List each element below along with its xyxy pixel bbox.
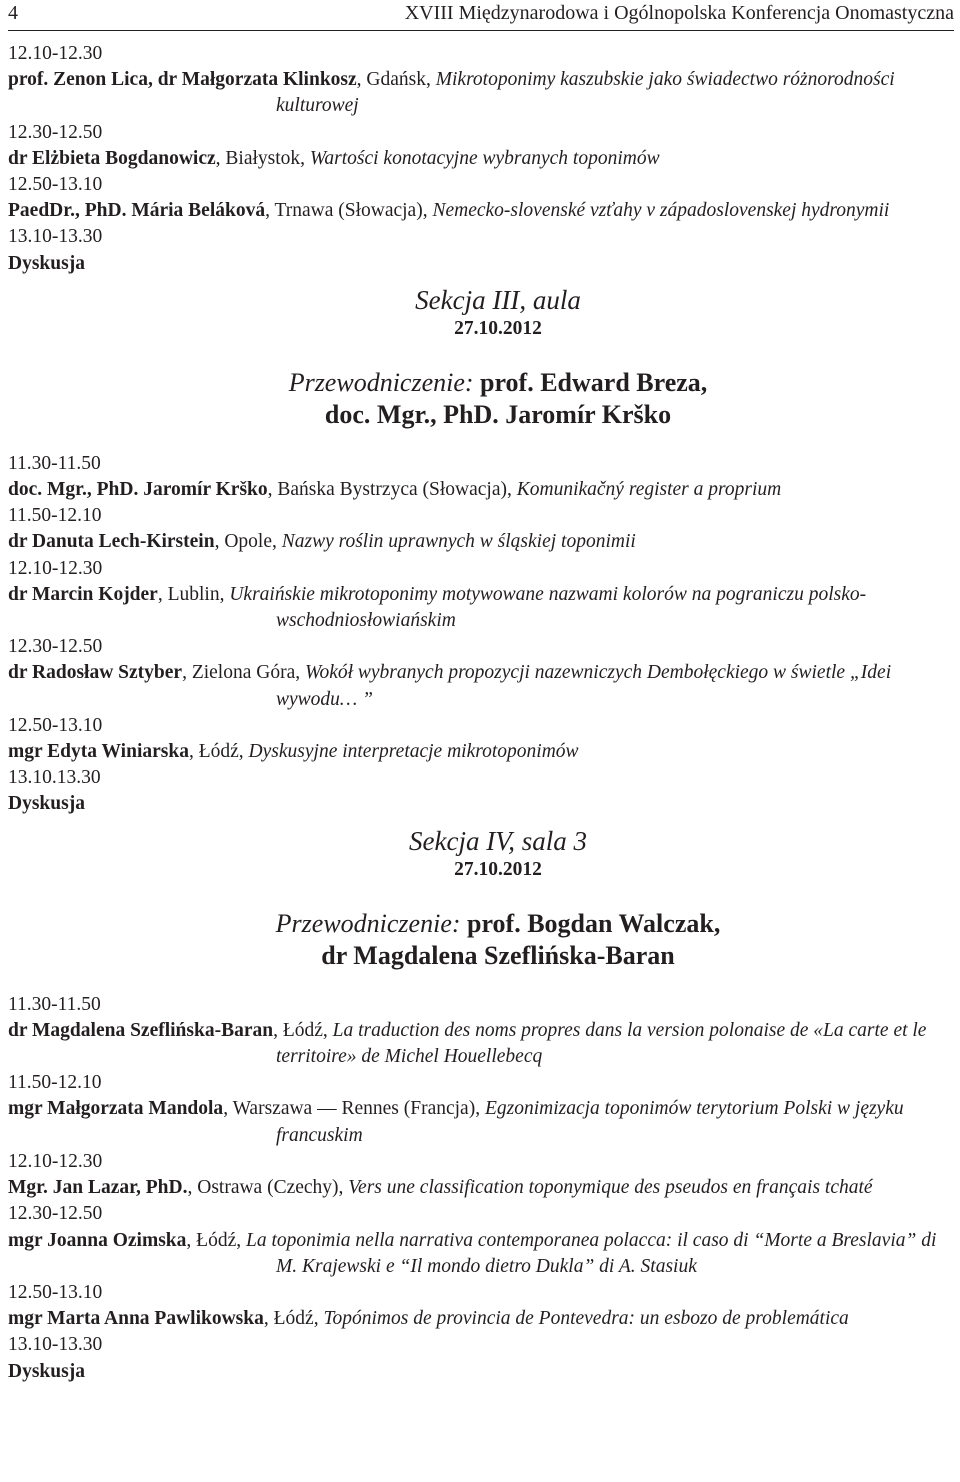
talk-title: Wokół wybranych propozycji nazewniczych Dembołęckiego w świetle „Idei wywodu… ” — [276, 662, 892, 710]
talk-title: Nemecko-slovenské vzťahy v západoslovenskej hydronymii — [432, 200, 890, 222]
talk-entry — [8, 1228, 958, 1280]
talk-entry — [8, 529, 958, 555]
speaker-place: , Zielona Góra, — [182, 662, 305, 684]
talk-title: La toponimia nella narrativa contemporanea polacca: il caso di “Morte a Breslavia” di M. Krajewski e “Il mondo dietro Dukla” di A. Stasiuk — [245, 1229, 937, 1277]
speaker-name: mgr Marta Anna Pawlikowska — [8, 1308, 264, 1330]
speaker-name: dr Radosław Sztyber — [8, 662, 183, 684]
chair-name: prof. Edward Breza, — [473, 367, 708, 397]
section-date: 27.10.2012 — [454, 858, 542, 880]
speaker-place: , Ostrawa (Czechy), — [187, 1177, 349, 1199]
talk-title: Ukraińskie mikrotoponimy motywowane nazwami kolorów na pograniczu polsko-wschodniosłowiańskim — [229, 583, 867, 632]
speaker-name: dr Magdalena Szeflińska-Baran — [8, 1019, 274, 1041]
talk-entry — [8, 1175, 958, 1201]
chair-label: Przewodniczenie: — [275, 908, 461, 938]
session-time: 12.30-12.50 — [8, 1203, 103, 1225]
talk-entry — [8, 198, 958, 224]
speaker-place: , Łódź, — [188, 741, 249, 763]
talk-title: Mikrotoponimy kaszubskie jako świadectwo różnorodności kulturowej — [276, 69, 895, 117]
talk-title: Komunikačný register a proprium — [516, 479, 782, 501]
speaker-name: dr Danuta Lech-Kirstein — [8, 531, 215, 553]
speaker-name: Mgr. Jan Lazar, PhD. — [8, 1177, 188, 1199]
session-time: 13.10-13.30 — [8, 1334, 103, 1356]
session-time: 13.10.13.30 — [8, 767, 101, 789]
talk-title: Vers une classification toponymique des pseudos en français tchaté — [348, 1177, 873, 1199]
session-time: 11.30-11.50 — [8, 993, 101, 1015]
page-number: 4 — [8, 2, 18, 24]
talk-entry — [8, 582, 958, 634]
talk-title: Egzonimizacja toponimów terytorium Polski w języku francuskim — [276, 1098, 904, 1146]
discussion-label: Dyskusja — [8, 793, 85, 815]
speaker-place: , Łódź, — [273, 1019, 333, 1041]
chair-name: prof. Bogdan Walczak, — [460, 908, 721, 938]
speaker-name: mgr Edyta Winiarska — [8, 741, 189, 763]
talk-entry — [8, 660, 958, 712]
section-heading — [8, 283, 958, 431]
talk-entry — [8, 1306, 958, 1332]
speaker-name: dr Elżbieta Bogdanowicz — [8, 147, 216, 169]
conference-title: XVIII Międzynarodowa i Ogólnopolska Konferencja Onomastyczna — [404, 2, 954, 24]
talk-entry — [8, 1018, 958, 1070]
talk-entry — [8, 146, 958, 172]
talk-entry — [8, 477, 958, 503]
talk-entry — [8, 1096, 958, 1148]
talk-title: Nazwy roślin uprawnych w śląskiej toponimii — [281, 531, 636, 553]
speaker-place: , Warszawa — Rennes (Francja), — [223, 1098, 485, 1120]
session-time: 12.50-13.10 — [8, 714, 103, 736]
speaker-name: mgr Małgorzata Mandola — [8, 1098, 224, 1120]
speaker-name: prof. Zenon Lica, dr Małgorzata Klinkosz — [8, 69, 357, 91]
session-time: 11.50-12.10 — [8, 1072, 102, 1094]
speaker-place: , Trnawa (Słowacja), — [265, 200, 433, 222]
section-date: 27.10.2012 — [454, 317, 542, 339]
section-title: Sekcja III, aula — [415, 284, 581, 315]
session-time: 12.50-13.10 — [8, 174, 103, 196]
section-title: Sekcja IV, sala 3 — [409, 825, 587, 856]
session-time: 12.10-12.30 — [8, 557, 103, 579]
talk-entry — [8, 67, 958, 119]
talk-title: La traduction des noms propres dans la version polonaise de «La carte et le territoire» de Michel Houellebecq — [276, 1019, 927, 1068]
talk-title: Topónimos de provincia de Pontevedra: un esbozo de problemática — [323, 1308, 849, 1330]
chair-label: Przewodniczenie: — [288, 367, 474, 397]
session-time: 12.10-12.30 — [8, 43, 103, 64]
page-header — [8, 0, 954, 31]
section-chair — [8, 908, 958, 940]
speaker-name: PaedDr., PhD. Mária Beláková — [8, 200, 266, 222]
talk-title: Wartości konotacyjne wybranych toponimów — [309, 147, 660, 169]
discussion-label: Dyskusja — [8, 252, 85, 274]
speaker-place: , Łódź, — [263, 1308, 324, 1330]
talk-title: Dyskusyjne interpretacje mikrotoponimów — [248, 741, 579, 763]
session-time: 12.10-12.30 — [8, 1150, 103, 1172]
speaker-place: , Bańska Bystrzyca (Słowacja), — [267, 479, 517, 501]
section-heading — [8, 824, 958, 972]
speaker-place: , Opole, — [214, 531, 282, 553]
session-time: 13.10-13.30 — [8, 226, 103, 248]
talk-entry — [8, 739, 958, 765]
chair-name-2: doc. Mgr., PhD. Jaromír Krško — [324, 399, 672, 429]
speaker-place: , Łódź, — [186, 1229, 246, 1251]
speaker-place: , Lublin, — [157, 583, 230, 605]
session-time: 11.50-12.10 — [8, 505, 102, 527]
program-content — [8, 41, 958, 1385]
chair-name-2: dr Magdalena Szeflińska-Baran — [321, 940, 675, 970]
section-chair — [8, 367, 958, 399]
discussion-label: Dyskusja — [8, 1360, 85, 1382]
session-time: 12.30-12.50 — [8, 636, 103, 658]
speaker-place: , Białystok, — [215, 147, 310, 169]
speaker-name: dr Marcin Kojder — [8, 583, 158, 605]
speaker-name: mgr Joanna Ozimska — [8, 1229, 187, 1251]
session-time: 12.30-12.50 — [8, 121, 103, 143]
session-time: 11.30-11.50 — [8, 452, 101, 474]
session-time: 12.50-13.10 — [8, 1281, 103, 1303]
speaker-name: doc. Mgr., PhD. Jaromír Krško — [8, 479, 268, 501]
speaker-place: , Gdańsk, — [356, 69, 436, 91]
